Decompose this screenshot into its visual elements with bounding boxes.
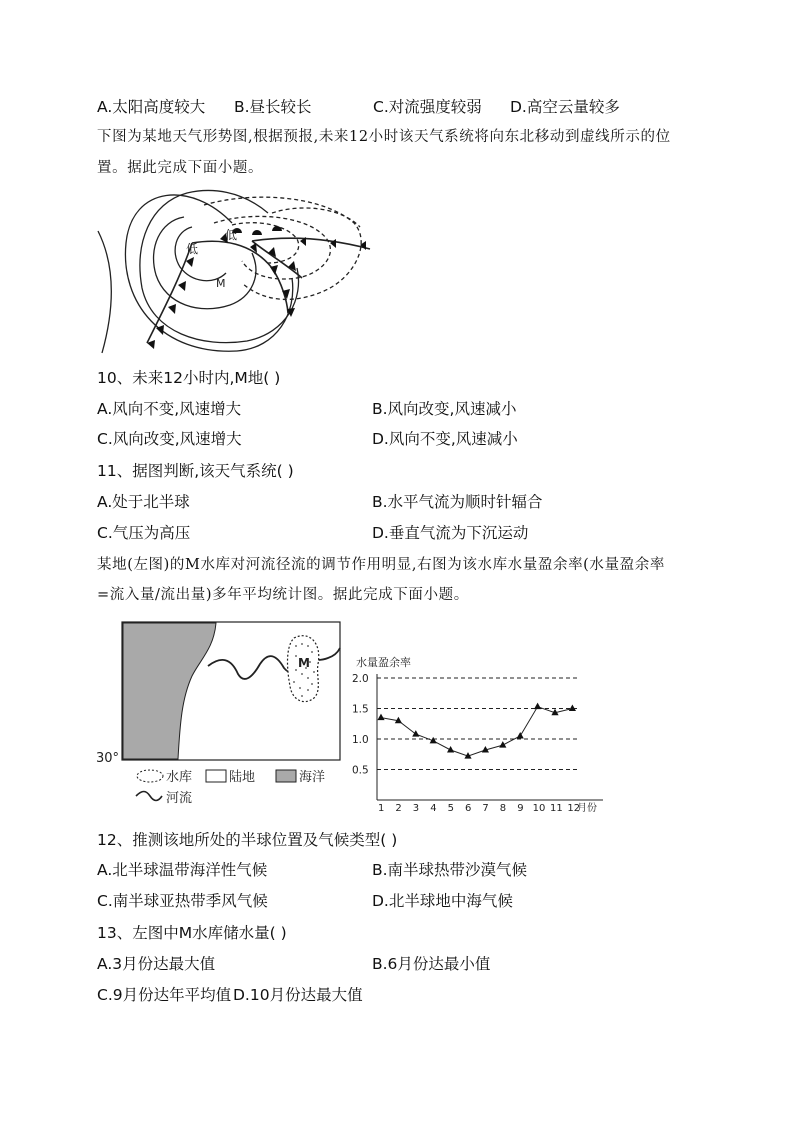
weather-map-figure <box>92 183 382 358</box>
y-tick-label: 1.0 <box>352 734 369 746</box>
label-low-current: 低 <box>186 242 199 256</box>
q13-option-b: B.6月份达最小值 <box>372 955 491 973</box>
data-point <box>569 705 576 712</box>
q13-stem: 13、左图中M水库储水量( ) <box>97 924 287 942</box>
q12-stem: 12、推测该地所处的半球位置及气候类型( ) <box>97 831 398 849</box>
reservoir-map-figure <box>96 618 346 808</box>
x-tick-label: 10 <box>532 803 546 814</box>
data-point <box>447 746 454 753</box>
q11-stem: 11、据图判断,该天气系统( ) <box>97 462 294 480</box>
data-point <box>412 730 419 737</box>
reservoir-label-m: M <box>298 656 310 670</box>
q12-option-b: B.南半球热带沙漠气候 <box>372 861 528 879</box>
water-surplus-chart <box>348 650 610 816</box>
cold-front-future <box>252 241 302 278</box>
x-tick-label: 9 <box>517 803 524 814</box>
isobar-dashed-4 <box>272 208 360 227</box>
latitude-label: 30° <box>96 751 120 766</box>
x-tick-label: 7 <box>482 803 489 814</box>
q12-option-a: A.北半球温带海洋性气候 <box>97 861 268 879</box>
legend-river-swatch <box>136 792 162 801</box>
q13-option-a: A.3月份达最大值 <box>97 955 216 973</box>
data-point <box>534 703 541 710</box>
y-tick-label: 1.5 <box>352 703 369 716</box>
x-tick-label: 11 <box>550 803 563 814</box>
x-tick-label: 6 <box>465 803 472 814</box>
legend-river-label: 河流 <box>166 791 193 806</box>
data-point <box>517 732 524 739</box>
y-tick-label: 0.5 <box>352 764 369 777</box>
isobar-outer-arc <box>98 231 111 353</box>
legend-land-label: 陆地 <box>229 770 256 785</box>
x-tick-label: 1 <box>378 803 385 814</box>
label-low-future: 低 <box>225 228 238 242</box>
isobar-1 <box>125 195 292 351</box>
label-m-point: M <box>216 277 226 290</box>
q12-option-c: C.南半球亚热带季风气候 <box>97 892 268 910</box>
q13-option-c: C.9月份达年平均值 <box>97 986 232 1004</box>
data-point <box>499 741 506 748</box>
q9-option-d: D.高空云量较多 <box>510 98 620 116</box>
x-tick-label: 4 <box>430 803 437 814</box>
q10-option-c: C.风向改变,风速增大 <box>97 430 242 448</box>
legend-ocean-swatch <box>276 770 296 782</box>
chart-ylabel: 水量盈余率 <box>356 656 411 669</box>
x-tick-label: 2 <box>395 803 402 814</box>
isobar-dashed-1 <box>204 197 361 299</box>
q11-option-a: A.处于北半球 <box>97 493 190 511</box>
intro2-line2: =流入量/流出量)多年平均统计图。据此完成下面小题。 <box>97 587 469 603</box>
q10-option-d: D.风向不变,风速减小 <box>372 430 518 448</box>
y-tick-label: 2.0 <box>352 673 369 685</box>
x-tick-label: 5 <box>447 803 454 814</box>
q11-option-c: C.气压为高压 <box>97 524 191 542</box>
x-tick-label: 3 <box>412 803 420 814</box>
q12-option-d: D.北半球地中海气候 <box>372 892 513 910</box>
q10-option-b: B.风向改变,风速减小 <box>372 400 517 418</box>
legend-reservoir-swatch <box>137 770 163 782</box>
q10-stem: 10、未来12小时内,M地( ) <box>97 369 281 387</box>
q11-option-d: D.垂直气流为下沉运动 <box>372 524 529 542</box>
legend-ocean-label: 海洋 <box>299 770 326 785</box>
isobar-dashed-3 <box>232 223 299 263</box>
x-tick-label: 12 <box>567 803 581 814</box>
legend-reservoir-label: 水库 <box>166 770 193 785</box>
intro1-line1: 下图为某地天气形势图,根据预报,未来12小时该天气系统将向东北移动到虚线所示的位 <box>97 129 671 145</box>
intro1-line2: 置。据此完成下面小题。 <box>97 160 264 176</box>
data-point <box>377 714 384 721</box>
q10-option-a: A.风向不变,风速增大 <box>97 400 242 418</box>
occluded-future <box>252 238 370 249</box>
series-line <box>381 707 572 756</box>
legend-land-swatch <box>206 770 226 782</box>
q13-option-d: D.10月份达最大值 <box>233 986 363 1004</box>
intro2-line1: 某地(左图)的M水库对河流径流的调节作用明显,右图为该水库水量盈余率(水量盈余率 <box>97 557 665 573</box>
q9-option-b: B.昼长较长 <box>234 98 312 116</box>
x-tick-label: 8 <box>499 803 507 814</box>
q11-option-b: B.水平气流为顺时针辐合 <box>372 493 543 511</box>
isobar-4 <box>175 227 226 281</box>
q9-option-a: A.太阳高度较大 <box>97 98 206 116</box>
chart-xlabel: 月份 <box>577 803 597 814</box>
q9-option-c: C.对流强度较弱 <box>373 98 482 116</box>
